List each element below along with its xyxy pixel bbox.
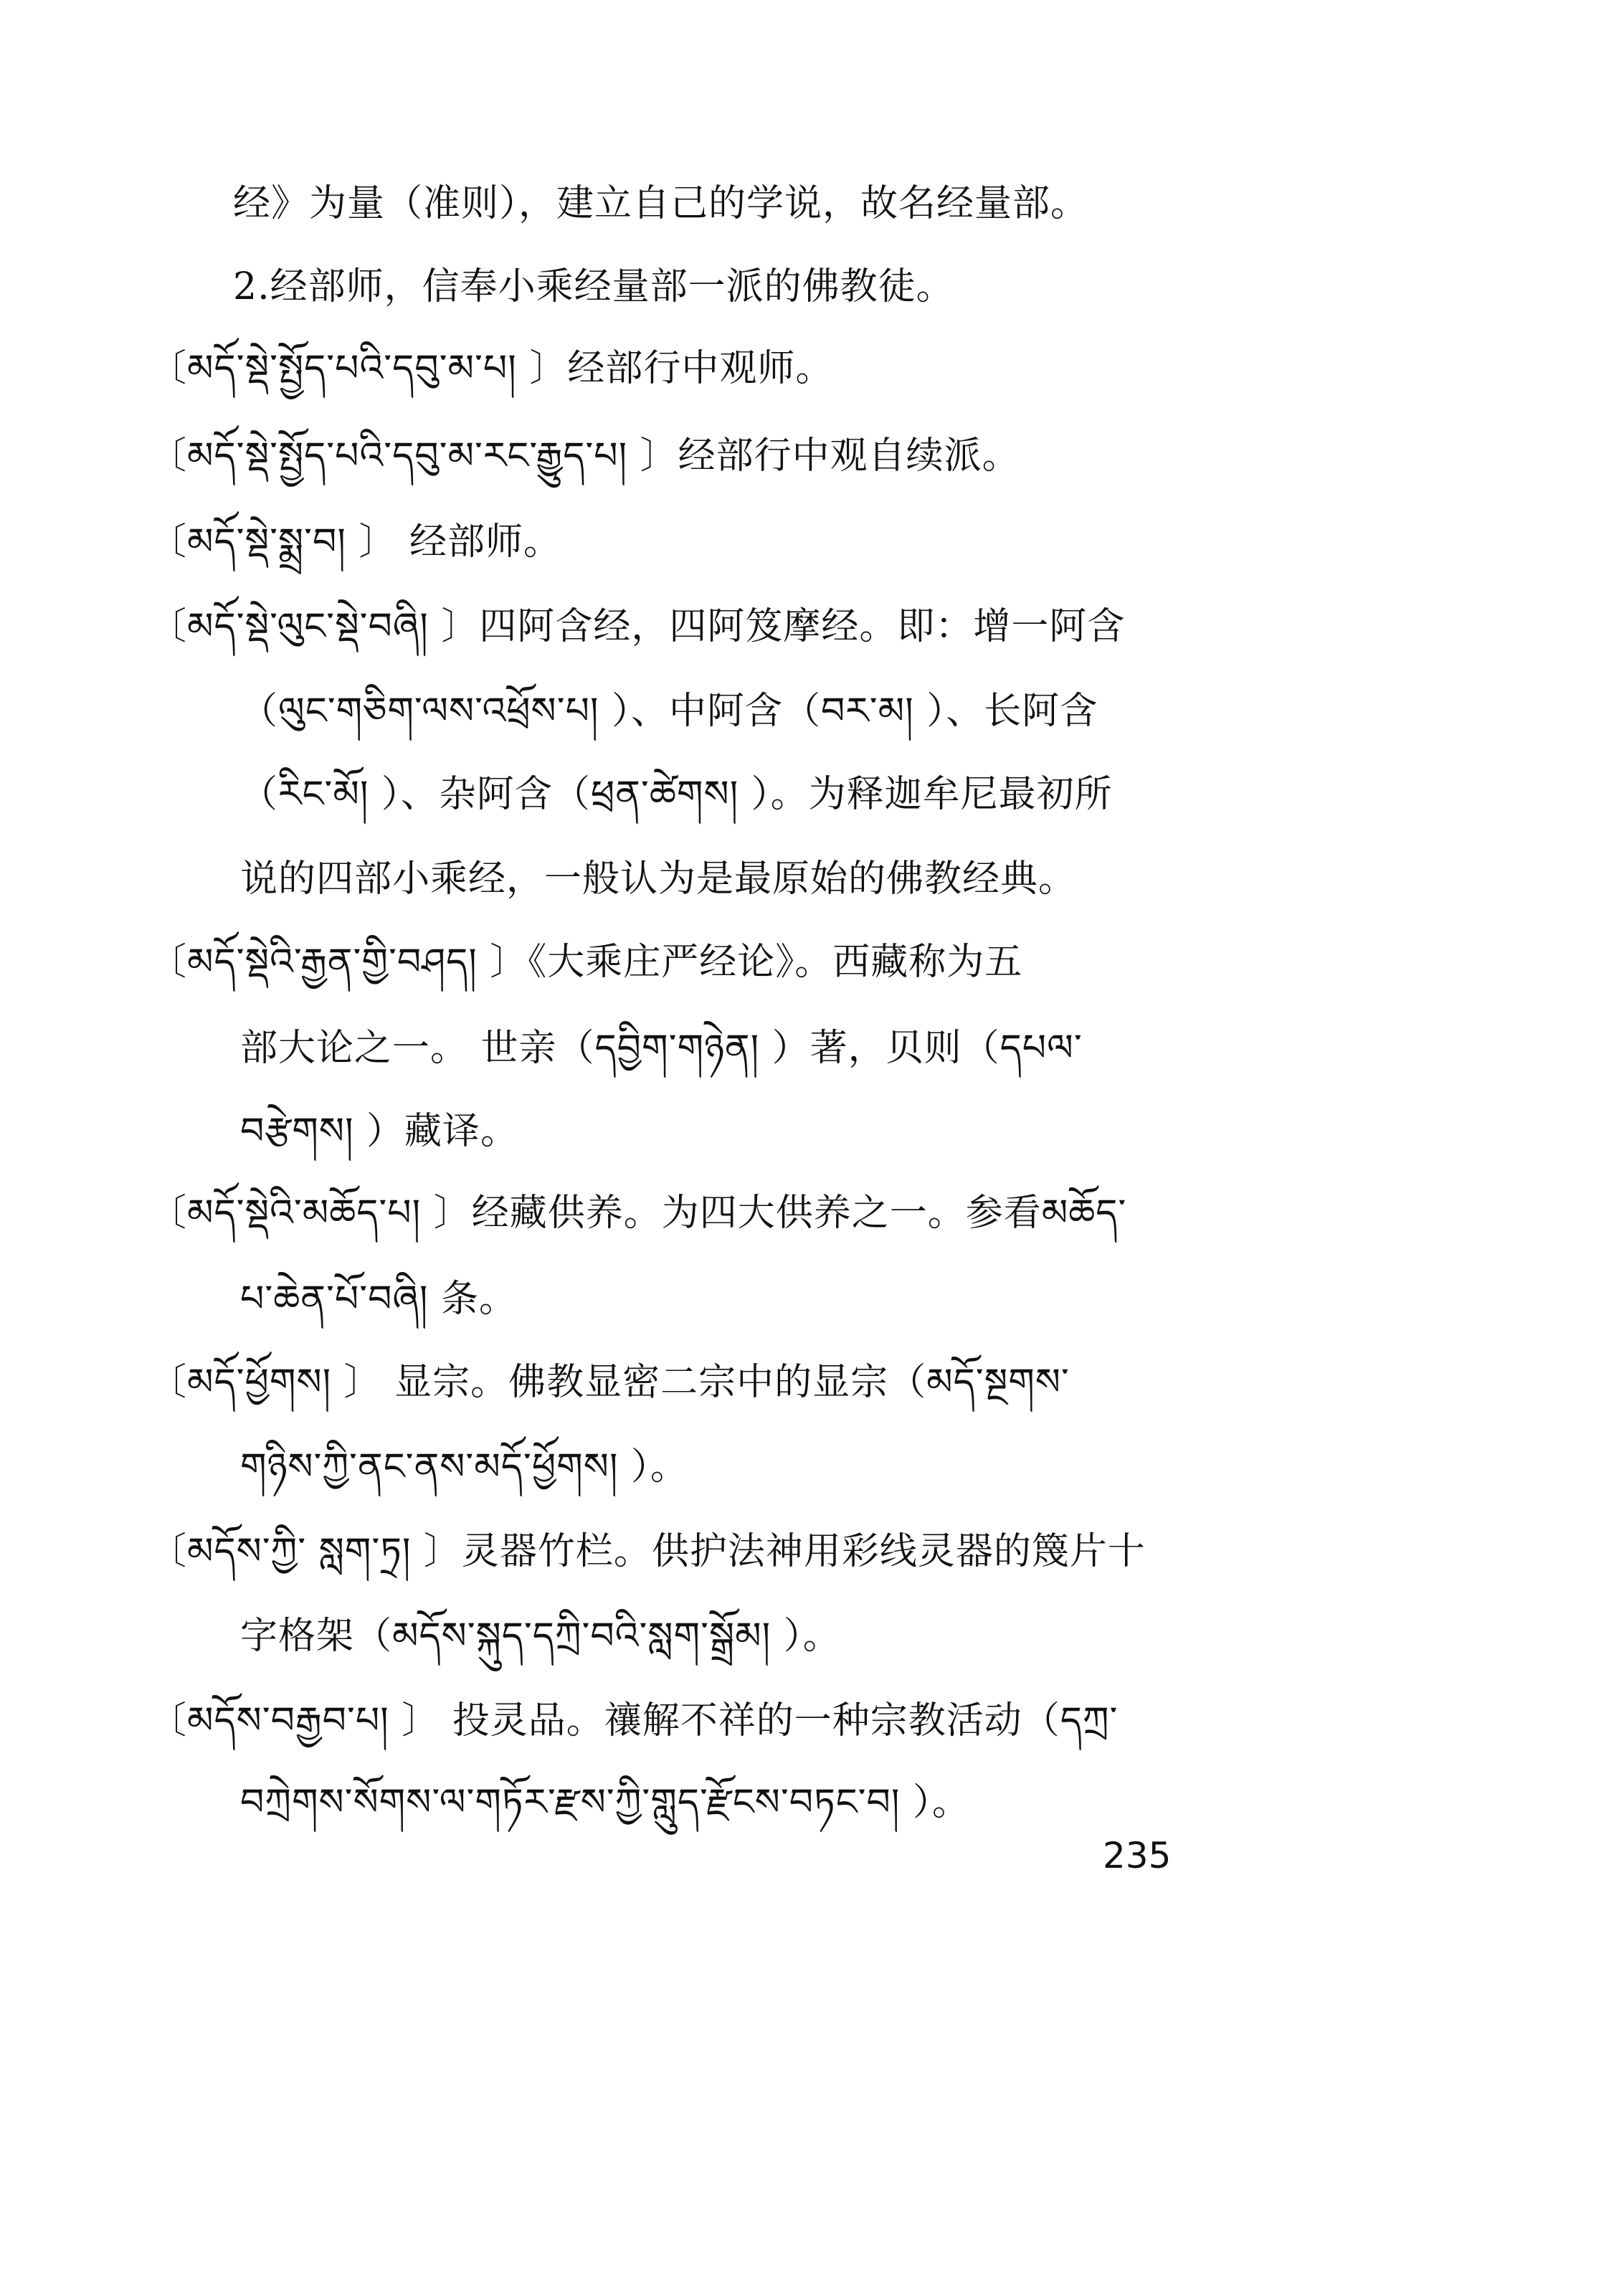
entry-headword-line: 〔མདོས་བརྒྱབ་པ། 〕 投灵品。禳解不祥的一种宗教活动（དཀྲ་ <box>149 1699 1119 1742</box>
entry-headword-line: 〔མདོ་སྡེ་སྨྲ་བ། 〕 经部师。 <box>149 521 561 564</box>
definition-line: 2.经部师，信奉小乘经量部一派的佛教徒。 <box>233 265 954 308</box>
entry-headword-line: 〔མདོ་ཕྱོགས། 〕 显宗。佛教显密二宗中的显宗（མདོ་སྔགས་ <box>149 1361 1070 1404</box>
entry-continuation-line: བཀྲེགས་སོགས་ལ་གཏོར་རྫས་ཀྱི་གླུད་རྫོངས་བཏང་བ། ）。 <box>240 1781 970 1824</box>
entry-headword-line: 〔མདོ་སྡེའི་མཆོད་པ། 〕经藏供养。为四大供养之一。参看མཆོད་ <box>149 1192 1127 1235</box>
entry-continuation-line: （ལུང་གཅིག་ལས་འཕྲོས་པ། ）、中阿含（བར་མ། ）、长阿含 <box>240 690 1098 733</box>
entry-continuation-line: བརྩེགས། ）藏译。 <box>240 1110 519 1153</box>
entry-continuation-line: 字格架（མདོས་སྐུད་དཀྲི་བའི་སླག་སྒྲོམ། ）。 <box>240 1615 841 1658</box>
entry-continuation-line: 说的四部小乘经，一般认为是最原始的佛教经典。 <box>240 858 1077 901</box>
entry-headword-line: 〔མདོས་ཀྱི་ སླག་ཏྲ། 〕灵器竹栏。供护法神用彩线灵器的篾片十 <box>149 1530 1146 1573</box>
entry-continuation-line: 部大论之一。 世亲（དབྱིག་གཉེན། ）著，贝则（དཔལ་ <box>240 1027 1083 1070</box>
entry-continuation-line: （རིང་མོ། ）、杂阿含（ཕྲན་ཚེགས། ）。为释迦牟尼最初所 <box>240 773 1113 816</box>
entry-headword-line: 〔མདོ་སྡེ་སྤྱོད་པའི་དབུ་མ་པ། 〕经部行中观师。 <box>149 347 834 390</box>
page-number: 235 <box>1103 1835 1172 1876</box>
entry-headword-line: 〔མདོ་སྡེ་ལུང་སྡེ་བཞི། 〕四阿含经，四阿笈摩经。即：增一阿含 <box>149 605 1126 648</box>
entry-continuation-line: 经》为量（准则），建立自己的学说，故名经量部。 <box>233 182 1089 225</box>
entry-headword-line: 〔མདོ་སྡེའི་རྒྱན་གྱི་བཤད། 〕《大乘庄严经论》。西藏称为五 <box>149 941 1023 984</box>
entry-headword-line: 〔མདོ་སྡེ་སྤྱོད་པའི་དབུ་མ་རང་རྒྱུད་པ། 〕经部行中观自续派。 <box>149 435 1020 478</box>
entry-continuation-line: པ་ཆེན་པོ་བཞི། 条。 <box>240 1278 517 1321</box>
entry-continuation-line: གཉིས་ཀྱི་ནང་ནས་མདོ་ཕྱོགས། ）。 <box>240 1445 688 1489</box>
